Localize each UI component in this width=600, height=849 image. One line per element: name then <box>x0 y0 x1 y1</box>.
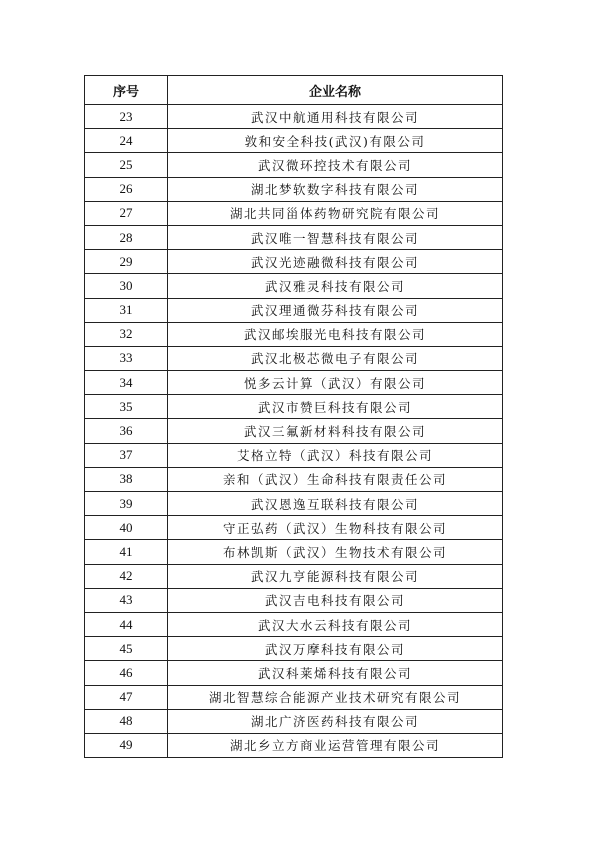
table-row <box>85 129 503 153</box>
table-header <box>85 76 503 105</box>
table-row <box>85 588 503 612</box>
table-row <box>85 564 503 588</box>
row-company-name: 亲和（武汉）生命科技有限责任公司 <box>168 467 503 491</box>
row-company-name: 武汉唯一智慧科技有限公司 <box>168 225 503 249</box>
row-seq: 36 <box>85 419 168 443</box>
row-seq: 33 <box>85 346 168 370</box>
table-row <box>85 105 503 129</box>
row-company-name: 湖北梦软数字科技有限公司 <box>168 177 503 201</box>
table-row <box>85 201 503 225</box>
table-row <box>85 661 503 685</box>
row-seq: 31 <box>85 298 168 322</box>
table-row <box>85 709 503 733</box>
row-seq: 24 <box>85 129 168 153</box>
table-row <box>85 733 503 757</box>
row-company-name: 武汉万摩科技有限公司 <box>168 637 503 661</box>
table-row <box>85 516 503 540</box>
row-seq: 23 <box>85 105 168 129</box>
row-company-name: 武汉北极芯微电子有限公司 <box>168 346 503 370</box>
row-seq: 41 <box>85 540 168 564</box>
table-row <box>85 540 503 564</box>
row-seq: 38 <box>85 467 168 491</box>
row-company-name: 武汉理通微芬科技有限公司 <box>168 298 503 322</box>
table-row <box>85 419 503 443</box>
table-row <box>85 371 503 395</box>
header-seq: 序号 <box>85 76 168 105</box>
table-row <box>85 492 503 516</box>
row-seq: 48 <box>85 709 168 733</box>
row-seq: 47 <box>85 685 168 709</box>
row-seq: 49 <box>85 733 168 757</box>
row-seq: 32 <box>85 322 168 346</box>
row-seq: 27 <box>85 201 168 225</box>
header-row <box>85 76 503 105</box>
row-company-name: 武汉微环控技术有限公司 <box>168 153 503 177</box>
row-company-name: 湖北共同甾体药物研究院有限公司 <box>168 201 503 225</box>
table-row <box>85 467 503 491</box>
row-seq: 42 <box>85 564 168 588</box>
table-row <box>85 322 503 346</box>
company-table-container <box>84 75 502 758</box>
table-row <box>85 685 503 709</box>
row-seq: 37 <box>85 443 168 467</box>
row-company-name: 武汉恩逸互联科技有限公司 <box>168 492 503 516</box>
table-row <box>85 612 503 636</box>
row-seq: 43 <box>85 588 168 612</box>
row-company-name: 湖北广济医药科技有限公司 <box>168 709 503 733</box>
row-seq: 25 <box>85 153 168 177</box>
table-row <box>85 274 503 298</box>
table-row <box>85 298 503 322</box>
company-table <box>84 75 503 758</box>
table-row <box>85 443 503 467</box>
row-company-name: 敦和安全科技(武汉)有限公司 <box>168 129 503 153</box>
row-seq: 30 <box>85 274 168 298</box>
row-company-name: 武汉科莱烯科技有限公司 <box>168 661 503 685</box>
table-row <box>85 177 503 201</box>
table-row <box>85 637 503 661</box>
header-company-name: 企业名称 <box>168 76 503 105</box>
row-seq: 39 <box>85 492 168 516</box>
row-company-name: 守正弘药（武汉）生物科技有限公司 <box>168 516 503 540</box>
table-body <box>85 105 503 758</box>
row-company-name: 湖北乡立方商业运营管理有限公司 <box>168 733 503 757</box>
row-company-name: 武汉邮埃服光电科技有限公司 <box>168 322 503 346</box>
row-seq: 29 <box>85 250 168 274</box>
row-seq: 44 <box>85 612 168 636</box>
row-company-name: 武汉九亨能源科技有限公司 <box>168 564 503 588</box>
row-seq: 26 <box>85 177 168 201</box>
row-company-name: 武汉市赞巨科技有限公司 <box>168 395 503 419</box>
row-company-name: 湖北智慧综合能源产业技术研究有限公司 <box>168 685 503 709</box>
row-company-name: 悦多云计算（武汉）有限公司 <box>168 371 503 395</box>
row-seq: 46 <box>85 661 168 685</box>
table-row <box>85 346 503 370</box>
row-company-name: 艾格立特（武汉）科技有限公司 <box>168 443 503 467</box>
row-company-name: 布林凯斯（武汉）生物技术有限公司 <box>168 540 503 564</box>
table-row <box>85 250 503 274</box>
row-company-name: 武汉三氟新材料科技有限公司 <box>168 419 503 443</box>
row-company-name: 武汉光迹融微科技有限公司 <box>168 250 503 274</box>
table-row <box>85 153 503 177</box>
row-seq: 45 <box>85 637 168 661</box>
row-seq: 35 <box>85 395 168 419</box>
table-row <box>85 395 503 419</box>
row-seq: 40 <box>85 516 168 540</box>
row-company-name: 武汉大水云科技有限公司 <box>168 612 503 636</box>
row-company-name: 武汉中航通用科技有限公司 <box>168 105 503 129</box>
row-seq: 28 <box>85 225 168 249</box>
row-company-name: 武汉雅灵科技有限公司 <box>168 274 503 298</box>
row-seq: 34 <box>85 371 168 395</box>
table-row <box>85 225 503 249</box>
row-company-name: 武汉吉电科技有限公司 <box>168 588 503 612</box>
